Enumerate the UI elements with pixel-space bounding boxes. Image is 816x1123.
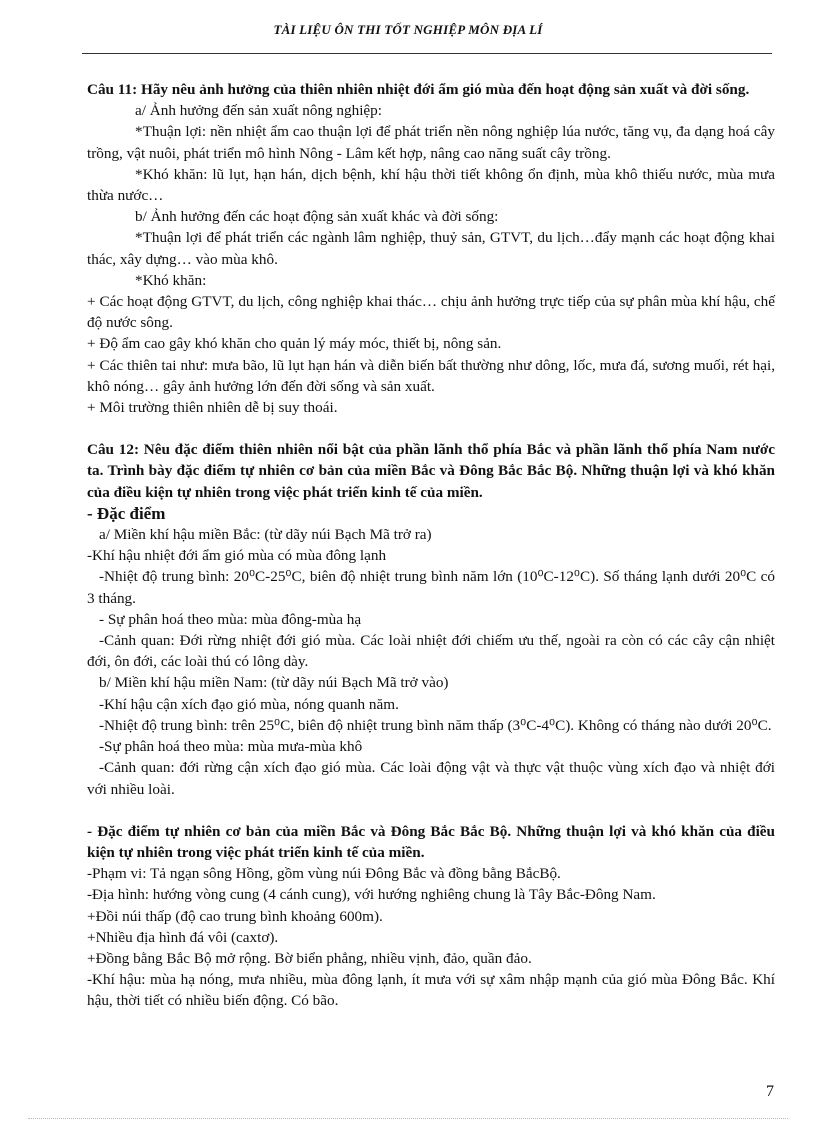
paragraph: + Môi trường thiên nhiên dễ bị suy thoái. [87, 399, 338, 417]
paragraph: -Cảnh quan: đới rừng cận xích đạo gió mùa. Các loài động vật và thực vật thuộc vùng xích đạo và nhiệt đới với nhiều loài. [87, 759, 775, 798]
paragraph: -Địa hình: hướng vòng cung (4 cánh cung), với hướng nghiêng chung là Tây Bắc-Đông Nam. [87, 886, 656, 904]
paragraph: -Khí hậu nhiệt đới ẩm gió mùa có mùa đông lạnh [87, 547, 387, 565]
paragraph: a/ Ảnh hưởng đến sản xuất nông nghiệp: [135, 102, 382, 120]
page-header: TÀI LIỆU ÔN THI TỐT NGHIỆP MÔN ĐỊA LÍ [273, 22, 543, 37]
paragraph: + Các thiên tai như: mưa bão, lũ lụt hạn hán và diễn biến bất thường như dông, lốc, mưa đá, sương muối, rét hại, khô nóng… gây ảnh hưởng lớn đến đời sống và sản xuất. [87, 356, 775, 395]
header-rule [82, 53, 772, 54]
paragraph: *Khó khăn: [135, 271, 207, 289]
section-title: - Đặc điểm tự nhiên cơ bản của miền Bắc và Đông Bắc Bắc Bộ. Những thuận lợi và khó khăn của điều kiện tự nhiên trong việc phát triển kinh tế của miền. [87, 822, 775, 861]
paragraph: a/ Miền khí hậu miền Bắc: (từ dãy núi Bạch Mã trở ra) [99, 526, 432, 544]
paragraph: b/ Miền khí hậu miền Nam: (từ dãy núi Bạch Mã trở vào) [99, 674, 449, 692]
paragraph: -Phạm vi: Tả ngạn sông Hồng, gồm vùng núi Đông Bắc và đồng bằng BắcBộ. [87, 865, 561, 883]
footer-rule [28, 1118, 788, 1119]
page-content [87, 79, 775, 1012]
paragraph: + Độ ẩm cao gây khó khăn cho quản lý máy móc, thiết bị, nông sản. [87, 335, 502, 353]
paragraph: + Các hoạt động GTVT, du lịch, công nghiệp khai thác… chịu ảnh hưởng trực tiếp của sự phân mùa khí hậu, chế độ nước sông. [87, 293, 775, 332]
paragraph: +Nhiều địa hình đá vôi (caxtơ). [87, 928, 279, 946]
paragraph: - Sự phân hoá theo mùa: mùa đông-mùa hạ [99, 610, 362, 628]
paragraph: +Đồng bằng Bắc Bộ mở rộng. Bờ biển phẳng, nhiều vịnh, đảo, quần đảo. [87, 949, 532, 967]
paragraph: -Cảnh quan: Đới rừng nhiệt đới gió mùa. Các loài nhiệt đới chiếm ưu thế, ngoài ra còn có các cây cận nhiệt đới, ôn đới, các loài thú có lông dày. [87, 632, 775, 671]
paragraph: -Khí hậu cận xích đạo gió mùa, nóng quanh năm. [99, 695, 399, 713]
paragraph: *Thuận lợi để phát triển các ngành lâm nghiệp, thuỷ sản, GTVT, du lịch…đẩy mạnh các hoạt động khai thác, xây dựng… vào mùa khô. [87, 229, 775, 268]
paragraph: -Nhiệt độ trung bình: trên 25⁰C, biên độ nhiệt trung bình năm thấp (3⁰C-4⁰C). Không có tháng nào dưới 20⁰C. [99, 716, 772, 734]
paragraph: *Thuận lợi: nền nhiệt ẩm cao thuận lợi để phát triển nền nông nghiệp lúa nước, tăng vụ, đa dạng hoá cây trồng, vật nuôi, phát triển mô hình Nông - Lâm kết hợp, nâng cao năng suất cây trồng. [87, 123, 775, 162]
spacer [87, 800, 775, 821]
spacer [87, 418, 775, 439]
paragraph: -Khí hậu: mùa hạ nóng, mưa nhiều, mùa đông lạnh, ít mưa với sự xâm nhập mạnh của gió mùa Đông Bắc. Khí hậu, thời tiết có nhiều biến động. Có bão. [87, 971, 775, 1010]
page-number: 7 [766, 1083, 774, 1100]
paragraph: -Sự phân hoá theo mùa: mùa mưa-mùa khô [99, 738, 363, 756]
section-heading: - Đặc điểm [87, 503, 166, 523]
paragraph: b/ Ảnh hưởng đến các hoạt động sản xuất khác và đời sống: [135, 208, 499, 226]
question-11-title: Câu 11: Hãy nêu ảnh hưởng của thiên nhiên nhiệt đới ẩm gió mùa đến hoạt động sản xuất và đời sống. [87, 81, 750, 98]
question-12-title: Câu 12: Nêu đặc điểm thiên nhiên nổi bật của phần lãnh thổ phía Bắc và phần lãnh thổ phía Nam nước ta. Trình bày đặc điểm tự nhiên cơ bản của miền Bắc và Đông Bắc Bắc Bộ. Những thuận lợi và khó khăn của điều kiện tự nhiên trong việc phát triển kinh tế của miền. [87, 441, 775, 501]
paragraph: -Nhiệt độ trung bình: 20⁰C-25⁰C, biên độ nhiệt trung bình năm lớn (10⁰C-12⁰C). Số tháng lạnh dưới 20⁰C có 3 tháng. [87, 568, 775, 607]
paragraph: *Khó khăn: lũ lụt, hạn hán, dịch bệnh, khí hậu thời tiết không ổn định, mùa khô thiếu nước, mùa mưa thừa nước… [87, 165, 775, 205]
paragraph: +Đồi núi thấp (độ cao trung bình khoảng 600m). [87, 907, 383, 925]
